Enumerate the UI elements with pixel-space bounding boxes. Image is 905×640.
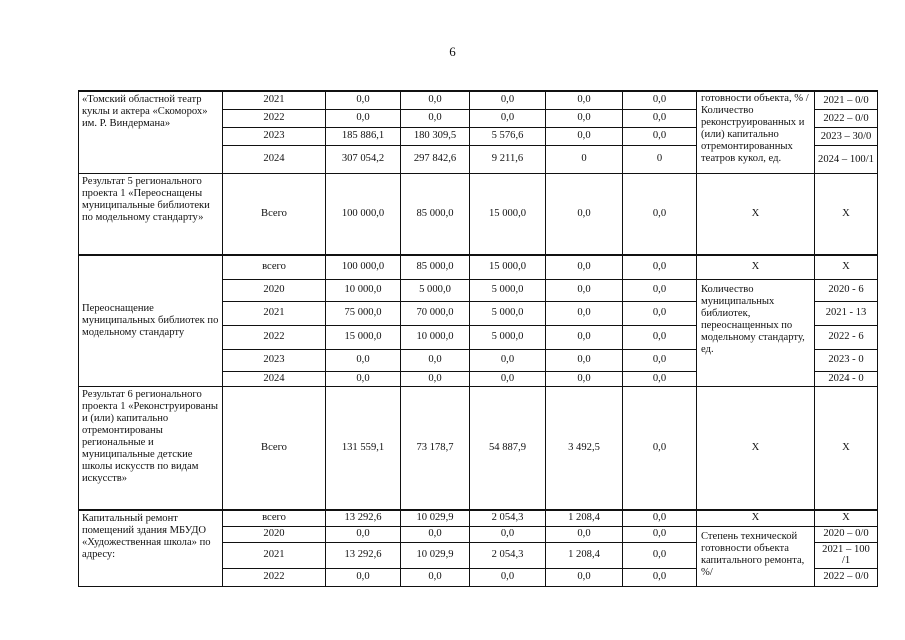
value-cell: 0,0 (401, 91, 470, 109)
value-cell: 0,0 (623, 127, 697, 145)
value-cell: 5 576,6 (470, 127, 546, 145)
value-cell: 185 886,1 (326, 127, 401, 145)
value-cell: 180 309,5 (401, 127, 470, 145)
year-cell: 2021 (223, 91, 326, 109)
value-cell: 0,0 (401, 371, 470, 386)
target-cell: 2021 - 13 (815, 301, 878, 325)
value-cell: 0,0 (326, 91, 401, 109)
page-number: 6 (449, 44, 456, 59)
target-cell: Х (815, 255, 878, 279)
table-row (79, 91, 878, 109)
year-cell: всего (223, 510, 326, 526)
value-cell: 0,0 (326, 109, 401, 127)
year-cell: 2023 (223, 127, 326, 145)
value-cell: 0,0 (470, 91, 546, 109)
value-cell: 0,0 (326, 526, 401, 542)
year-cell: 2021 (223, 301, 326, 325)
value-cell: 70 000,0 (401, 301, 470, 325)
indicator-cell: Степень технической готовности объекта капитального ремонта, %/ (697, 526, 815, 586)
value-cell: 307 054,2 (326, 145, 401, 173)
target-cell: 2022 – 0/0 (815, 109, 878, 127)
value-cell: 2 054,3 (470, 542, 546, 568)
value-cell: 0,0 (470, 349, 546, 371)
table-row (79, 386, 878, 510)
value-cell: 0,0 (623, 109, 697, 127)
value-cell: 0,0 (546, 109, 623, 127)
value-cell: 85 000,0 (401, 255, 470, 279)
value-cell: 0,0 (623, 301, 697, 325)
value-cell: 0,0 (470, 526, 546, 542)
value-cell: 5 000,0 (470, 301, 546, 325)
value-cell: 297 842,6 (401, 145, 470, 173)
table-row (79, 173, 878, 255)
value-cell: 0,0 (623, 526, 697, 542)
value-cell: 0,0 (470, 568, 546, 586)
target-cell: 2023 - 0 (815, 349, 878, 371)
value-cell: 10 029,9 (401, 542, 470, 568)
value-cell: 10 000,0 (326, 279, 401, 301)
value-cell: 0,0 (546, 568, 623, 586)
value-cell: 15 000,0 (470, 255, 546, 279)
value-cell: 13 292,6 (326, 542, 401, 568)
value-cell: 13 292,6 (326, 510, 401, 526)
value-cell: 0,0 (546, 173, 623, 255)
year-cell: 2022 (223, 109, 326, 127)
value-cell: 0,0 (470, 109, 546, 127)
table-row (79, 510, 878, 526)
value-cell: 0,0 (546, 301, 623, 325)
value-cell: 0,0 (623, 568, 697, 586)
year-cell: 2020 (223, 526, 326, 542)
target-cell: 2023 – 30/0 (815, 127, 878, 145)
value-cell: 5 000,0 (470, 325, 546, 349)
target-cell: 2022 – 0/0 (815, 568, 878, 586)
value-cell: 1 208,4 (546, 510, 623, 526)
year-cell: 2022 (223, 568, 326, 586)
target-cell: 2024 - 0 (815, 371, 878, 386)
value-cell: 0,0 (623, 510, 697, 526)
year-cell: всего (223, 255, 326, 279)
row-name: Переоснащение муниципальных библиотек по модельному стандарту (79, 255, 223, 386)
row-name: Капитальный ремонт помещений здания МБУДО «Художественная школа» по адресу: (79, 510, 223, 586)
value-cell: 0,0 (623, 371, 697, 386)
budget-table (78, 90, 878, 587)
target-cell: Х (815, 173, 878, 255)
value-cell: 10 029,9 (401, 510, 470, 526)
year-cell: Всего (223, 173, 326, 255)
row-name: Результат 6 регионального проекта 1 «Реконструированы и (или) капитально отремонтированы региональные и муниципальные детские школы искусств по видам искусств» (79, 386, 223, 510)
row-name: Результат 5 регионального проекта 1 «Переоснащены муниципальные библиотеки по модельному стандарту» (79, 173, 223, 255)
target-cell: 2024 – 100/1 (815, 145, 878, 173)
target-cell: 2020 - 6 (815, 279, 878, 301)
year-cell: 2020 (223, 279, 326, 301)
target-cell: 2021 – 100 /1 (815, 542, 878, 568)
indicator-cell: Х (697, 386, 815, 510)
value-cell: 0,0 (326, 568, 401, 586)
value-cell: 73 178,7 (401, 386, 470, 510)
value-cell: 0,0 (623, 91, 697, 109)
value-cell: 100 000,0 (326, 255, 401, 279)
indicator-cell: Х (697, 173, 815, 255)
target-cell: 2020 – 0/0 (815, 526, 878, 542)
value-cell: 0,0 (326, 371, 401, 386)
year-cell: 2023 (223, 349, 326, 371)
value-cell: 0,0 (623, 255, 697, 279)
value-cell: 1 208,4 (546, 542, 623, 568)
value-cell: 0,0 (401, 349, 470, 371)
value-cell: 0,0 (546, 526, 623, 542)
value-cell: 0,0 (546, 371, 623, 386)
year-cell: 2024 (223, 371, 326, 386)
value-cell: 0,0 (546, 349, 623, 371)
year-cell: 2024 (223, 145, 326, 173)
value-cell: 15 000,0 (470, 173, 546, 255)
indicator-cell: готовности объекта, % / Количество реконструированных и (или) капитально отремонтированных театров кукол, ед. (697, 91, 815, 173)
value-cell: 85 000,0 (401, 173, 470, 255)
target-cell: 2021 – 0/0 (815, 91, 878, 109)
value-cell: 10 000,0 (401, 325, 470, 349)
value-cell: 0,0 (623, 386, 697, 510)
value-cell: 0,0 (623, 173, 697, 255)
indicator-cell: Количество муниципальных библиотек, переоснащенных по модельному стандарту, ед. (697, 279, 815, 386)
value-cell: 75 000,0 (326, 301, 401, 325)
indicator-cell: Х (697, 510, 815, 526)
year-cell: 2021 (223, 542, 326, 568)
target-cell: Х (815, 386, 878, 510)
value-cell: 0,0 (623, 542, 697, 568)
indicator-cell: Х (697, 255, 815, 279)
year-cell: 2022 (223, 325, 326, 349)
value-cell: 0,0 (401, 109, 470, 127)
value-cell: 0,0 (401, 526, 470, 542)
value-cell: 100 000,0 (326, 173, 401, 255)
year-cell: Всего (223, 386, 326, 510)
value-cell: 0,0 (546, 127, 623, 145)
target-cell: Х (815, 510, 878, 526)
value-cell: 15 000,0 (326, 325, 401, 349)
value-cell: 0,0 (470, 371, 546, 386)
value-cell: 0,0 (326, 349, 401, 371)
value-cell: 5 000,0 (470, 279, 546, 301)
value-cell: 9 211,6 (470, 145, 546, 173)
target-cell: 2022 - 6 (815, 325, 878, 349)
value-cell: 0,0 (546, 91, 623, 109)
value-cell: 2 054,3 (470, 510, 546, 526)
value-cell: 0,0 (546, 255, 623, 279)
value-cell: 0,0 (401, 568, 470, 586)
value-cell: 5 000,0 (401, 279, 470, 301)
value-cell: 0,0 (623, 349, 697, 371)
row-name: «Томский областной театр куклы и актера «Скоморох» им. Р. Виндермана» (79, 91, 223, 173)
value-cell: 131 559,1 (326, 386, 401, 510)
value-cell: 54 887,9 (470, 386, 546, 510)
value-cell: 0,0 (623, 279, 697, 301)
table-row (79, 255, 878, 279)
value-cell: 0,0 (546, 325, 623, 349)
value-cell: 0 (623, 145, 697, 173)
value-cell: 0 (546, 145, 623, 173)
value-cell: 3 492,5 (546, 386, 623, 510)
value-cell: 0,0 (623, 325, 697, 349)
value-cell: 0,0 (546, 279, 623, 301)
